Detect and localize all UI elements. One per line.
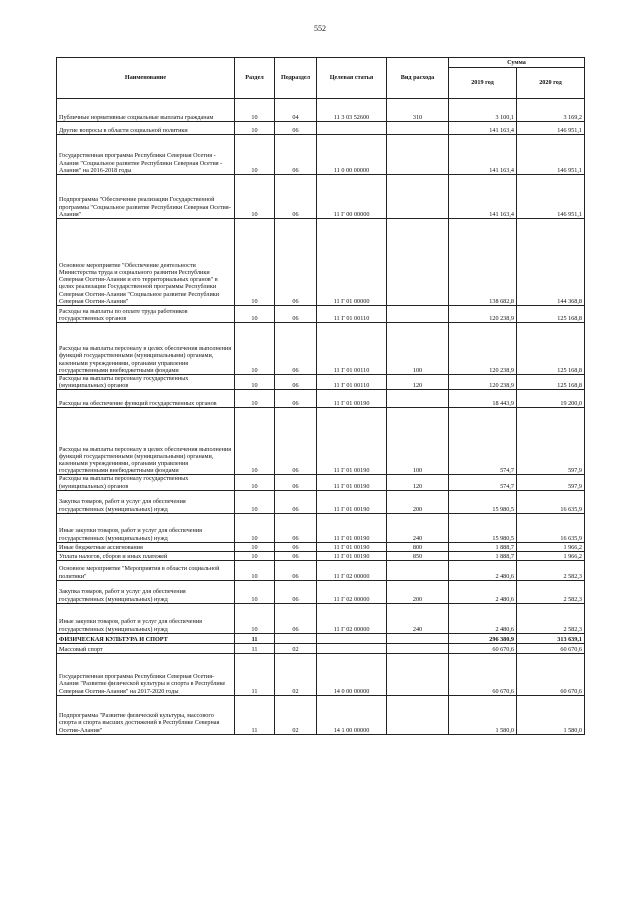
row-subsection: 02 bbox=[275, 695, 317, 734]
row-section: 10 bbox=[235, 513, 275, 542]
row-name: Иные закупки товаров, работ и услуг для обеспечения государственных (муниципальных) нужд bbox=[57, 603, 235, 633]
row-target-article: 14 0 00 00000 bbox=[317, 653, 387, 695]
row-section: 10 bbox=[235, 490, 275, 513]
row-subsection: 06 bbox=[275, 551, 317, 560]
row-name: Расходы на выплаты персоналу государственных (муниципальных) органов bbox=[57, 375, 235, 390]
row-amount-2020: 60 670,6 bbox=[517, 653, 585, 695]
table-row bbox=[57, 551, 585, 560]
row-subsection: 06 bbox=[275, 375, 317, 390]
row-expense-type: 240 bbox=[387, 603, 449, 633]
row-amount-2019: 141 163,4 bbox=[449, 122, 517, 135]
row-section: 10 bbox=[235, 408, 275, 475]
row-target-article: 11 Г 01 00190 bbox=[317, 408, 387, 475]
row-amount-2020: 2 582,3 bbox=[517, 560, 585, 580]
table-row bbox=[57, 490, 585, 513]
table-row bbox=[57, 542, 585, 551]
row-name: Закупка товаров, работ и услуг для обеспечения государственных (муниципальных) нужд bbox=[57, 490, 235, 513]
row-expense-type bbox=[387, 390, 449, 408]
row-target-article: 11 Г 01 00110 bbox=[317, 306, 387, 323]
row-subsection bbox=[275, 633, 317, 643]
row-target-article: 11 Г 01 00190 bbox=[317, 475, 387, 490]
row-subsection: 06 bbox=[275, 560, 317, 580]
row-target-article: 14 1 00 00000 bbox=[317, 695, 387, 734]
row-amount-2019: 141 163,4 bbox=[449, 135, 517, 175]
row-expense-type bbox=[387, 643, 449, 653]
row-section: 10 bbox=[235, 603, 275, 633]
table-row bbox=[57, 390, 585, 408]
row-target-article: 11 Г 01 00190 bbox=[317, 490, 387, 513]
row-name: Уплата налогов, сборов и иных платежей bbox=[57, 551, 235, 560]
row-subsection: 06 bbox=[275, 513, 317, 542]
row-amount-2020: 60 670,6 bbox=[517, 643, 585, 653]
row-section: 10 bbox=[235, 551, 275, 560]
row-name: Расходы на выплаты персоналу государственных (муниципальных) органов bbox=[57, 475, 235, 490]
row-amount-2020: 313 639,1 bbox=[517, 633, 585, 643]
row-target-article: 11 Г 02 00000 bbox=[317, 603, 387, 633]
row-name: Подпрограмма "Обеспечение реализации Государственной программы "Социальное развитие Республики Северная Осетия-Алания" bbox=[57, 175, 235, 219]
budget-table bbox=[56, 57, 585, 735]
row-section: 11 bbox=[235, 633, 275, 643]
header-amount: Сумма bbox=[449, 58, 585, 68]
row-section: 10 bbox=[235, 99, 275, 122]
row-expense-type: 240 bbox=[387, 513, 449, 542]
header-target-article: Целевая статья bbox=[317, 58, 387, 99]
table-row bbox=[57, 633, 585, 643]
header-year-2019: 2019 год bbox=[449, 68, 517, 99]
table-row bbox=[57, 99, 585, 122]
table-row bbox=[57, 603, 585, 633]
row-amount-2019: 3 100,1 bbox=[449, 99, 517, 122]
row-name: Публичные нормативные социальные выплаты гражданам bbox=[57, 99, 235, 122]
row-section: 10 bbox=[235, 390, 275, 408]
row-section: 10 bbox=[235, 175, 275, 219]
row-expense-type: 310 bbox=[387, 99, 449, 122]
row-amount-2020: 3 169,2 bbox=[517, 99, 585, 122]
row-section: 10 bbox=[235, 560, 275, 580]
row-section: 11 bbox=[235, 695, 275, 734]
row-amount-2020: 125 168,8 bbox=[517, 323, 585, 375]
page-number: 552 bbox=[314, 24, 326, 33]
row-expense-type: 200 bbox=[387, 490, 449, 513]
row-subsection: 02 bbox=[275, 643, 317, 653]
row-amount-2019: 60 670,6 bbox=[449, 653, 517, 695]
row-amount-2019: 296 380,9 bbox=[449, 633, 517, 643]
row-target-article: 11 Г 00 00000 bbox=[317, 175, 387, 219]
row-amount-2020: 16 635,9 bbox=[517, 490, 585, 513]
row-amount-2019: 1 888,7 bbox=[449, 551, 517, 560]
row-expense-type: 100 bbox=[387, 408, 449, 475]
header-year-2020: 2020 год bbox=[517, 68, 585, 99]
row-amount-2020: 146 951,1 bbox=[517, 122, 585, 135]
row-subsection: 06 bbox=[275, 306, 317, 323]
row-target-article: 11 Г 01 00190 bbox=[317, 390, 387, 408]
table-row bbox=[57, 375, 585, 390]
row-name: Закупка товаров, работ и услуг для обеспечения государственных (муниципальных) нужд bbox=[57, 580, 235, 603]
row-amount-2019: 1 580,0 bbox=[449, 695, 517, 734]
row-amount-2019: 15 980,5 bbox=[449, 513, 517, 542]
row-amount-2020: 2 582,3 bbox=[517, 580, 585, 603]
row-expense-type bbox=[387, 306, 449, 323]
row-expense-type bbox=[387, 175, 449, 219]
row-amount-2019: 574,7 bbox=[449, 408, 517, 475]
row-subsection: 06 bbox=[275, 135, 317, 175]
row-section: 10 bbox=[235, 122, 275, 135]
table-row bbox=[57, 643, 585, 653]
row-target-article: 11 Г 01 00110 bbox=[317, 375, 387, 390]
row-section: 10 bbox=[235, 542, 275, 551]
row-subsection: 06 bbox=[275, 490, 317, 513]
row-amount-2020: 2 582,3 bbox=[517, 603, 585, 633]
row-target-article: 11 Г 01 00110 bbox=[317, 323, 387, 375]
row-amount-2020: 597,9 bbox=[517, 475, 585, 490]
row-subsection: 02 bbox=[275, 653, 317, 695]
row-subsection: 06 bbox=[275, 408, 317, 475]
row-subsection: 06 bbox=[275, 122, 317, 135]
row-amount-2019: 141 163,4 bbox=[449, 175, 517, 219]
row-name: Подпрограмма "Развитие физической культуры, массового спорта и спорта высших достижений в Республике Северная Осетия-Алания" bbox=[57, 695, 235, 734]
row-target-article: 11 Г 02 00000 bbox=[317, 580, 387, 603]
row-amount-2020: 597,9 bbox=[517, 408, 585, 475]
row-amount-2020: 146 951,1 bbox=[517, 135, 585, 175]
row-section: 10 bbox=[235, 306, 275, 323]
row-target-article: 11 Г 01 00190 bbox=[317, 551, 387, 560]
table-row bbox=[57, 175, 585, 219]
table-row bbox=[57, 408, 585, 475]
row-amount-2019: 120 238,9 bbox=[449, 323, 517, 375]
table-row bbox=[57, 695, 585, 734]
row-subsection: 06 bbox=[275, 542, 317, 551]
row-expense-type bbox=[387, 135, 449, 175]
row-section: 10 bbox=[235, 323, 275, 375]
row-subsection: 06 bbox=[275, 475, 317, 490]
table-row bbox=[57, 653, 585, 695]
row-amount-2019: 18 443,9 bbox=[449, 390, 517, 408]
row-expense-type bbox=[387, 219, 449, 306]
row-name: Основное мероприятие "Обеспечение деятельности Министерства труда и социального развития Республики Северная Осетия-Алания и его территориальных органов" в целях реализации Государственной программы Республики Северная Осетия-Алания "Социальное развитие Республики Северная Осетия-Алания" bbox=[57, 219, 235, 306]
row-amount-2020: 1 580,0 bbox=[517, 695, 585, 734]
header-expense-type: Вид расхода bbox=[387, 58, 449, 99]
header-name: Наименование bbox=[57, 58, 235, 99]
row-amount-2019: 120 238,9 bbox=[449, 375, 517, 390]
table-row bbox=[57, 306, 585, 323]
row-section: 11 bbox=[235, 643, 275, 653]
row-target-article: 11 3 03 52600 bbox=[317, 99, 387, 122]
row-target-article bbox=[317, 633, 387, 643]
row-subsection: 06 bbox=[275, 219, 317, 306]
row-subsection: 06 bbox=[275, 323, 317, 375]
row-name: Расходы на выплаты персоналу в целях обеспечения выполнения функций государственными (муниципальными) органами, казенными учреждениями, органами управления государственными внебюджетными фондами bbox=[57, 408, 235, 475]
row-name: Государственная программа Республики Северная Осетия-Алания "Развитие физической культуры и спорта в Республике Северная Осетия-Алания" на 2017-2020 годы bbox=[57, 653, 235, 695]
row-subsection: 04 bbox=[275, 99, 317, 122]
row-amount-2019: 138 682,8 bbox=[449, 219, 517, 306]
row-target-article bbox=[317, 643, 387, 653]
row-amount-2020: 125 168,8 bbox=[517, 306, 585, 323]
table-row bbox=[57, 580, 585, 603]
row-amount-2020: 146 951,1 bbox=[517, 175, 585, 219]
row-amount-2020: 19 200,0 bbox=[517, 390, 585, 408]
row-expense-type: 800 bbox=[387, 542, 449, 551]
row-expense-type: 850 bbox=[387, 551, 449, 560]
row-section: 10 bbox=[235, 375, 275, 390]
row-amount-2019: 120 238,9 bbox=[449, 306, 517, 323]
row-amount-2019: 574,7 bbox=[449, 475, 517, 490]
row-subsection: 06 bbox=[275, 390, 317, 408]
row-subsection: 06 bbox=[275, 580, 317, 603]
row-target-article: 11 Г 01 00190 bbox=[317, 542, 387, 551]
row-name: Основное мероприятие "Мероприятия в области социальной политики" bbox=[57, 560, 235, 580]
row-section: 10 bbox=[235, 135, 275, 175]
row-expense-type: 100 bbox=[387, 323, 449, 375]
table-row bbox=[57, 560, 585, 580]
row-expense-type bbox=[387, 560, 449, 580]
table-row bbox=[57, 122, 585, 135]
row-section: 11 bbox=[235, 653, 275, 695]
row-target-article: 11 Г 02 00000 bbox=[317, 560, 387, 580]
row-section: 10 bbox=[235, 580, 275, 603]
row-target-article: 11 Г 01 00000 bbox=[317, 219, 387, 306]
row-name: Государственная программа Республики Северная Осетия - Алания "Социальное развитие Республики Северная Осетия - Алания" на 2016-2018 годы bbox=[57, 135, 235, 175]
row-amount-2020: 125 168,8 bbox=[517, 375, 585, 390]
row-amount-2020: 1 966,2 bbox=[517, 551, 585, 560]
table-row bbox=[57, 135, 585, 175]
header-subsection: Подраздел bbox=[275, 58, 317, 99]
row-target-article: 11 0 00 00000 bbox=[317, 135, 387, 175]
row-expense-type bbox=[387, 633, 449, 643]
row-name: Массовый спорт bbox=[57, 643, 235, 653]
row-amount-2019: 60 670,6 bbox=[449, 643, 517, 653]
row-target-article bbox=[317, 122, 387, 135]
row-name: Иные закупки товаров, работ и услуг для обеспечения государственных (муниципальных) нужд bbox=[57, 513, 235, 542]
table-body bbox=[57, 99, 585, 735]
row-name: Расходы на выплаты по оплате труда работников государственных органов bbox=[57, 306, 235, 323]
row-expense-type bbox=[387, 695, 449, 734]
row-subsection: 06 bbox=[275, 603, 317, 633]
table-row bbox=[57, 323, 585, 375]
row-name: Расходы на обеспечение функций государственных органов bbox=[57, 390, 235, 408]
row-name: Иные бюджетные ассигнования bbox=[57, 542, 235, 551]
row-expense-type: 120 bbox=[387, 375, 449, 390]
row-section: 10 bbox=[235, 475, 275, 490]
row-amount-2020: 144 368,8 bbox=[517, 219, 585, 306]
row-target-article: 11 Г 01 00190 bbox=[317, 513, 387, 542]
row-section: 10 bbox=[235, 219, 275, 306]
row-expense-type bbox=[387, 122, 449, 135]
row-expense-type: 200 bbox=[387, 580, 449, 603]
row-amount-2019: 2 480,6 bbox=[449, 603, 517, 633]
row-expense-type bbox=[387, 653, 449, 695]
table-row bbox=[57, 475, 585, 490]
row-name: Другие вопросы в области социальной политики bbox=[57, 122, 235, 135]
row-name: Расходы на выплаты персоналу в целях обеспечения выполнения функций государственными (муниципальными) органами, казенными учреждениями, органами управления государственными внебюджетными фондами bbox=[57, 323, 235, 375]
row-amount-2019: 2 480,6 bbox=[449, 580, 517, 603]
table-row bbox=[57, 219, 585, 306]
row-amount-2019: 2 480,6 bbox=[449, 560, 517, 580]
row-expense-type: 120 bbox=[387, 475, 449, 490]
row-name: ФИЗИЧЕСКАЯ КУЛЬТУРА И СПОРТ bbox=[57, 633, 235, 643]
row-amount-2019: 1 888,7 bbox=[449, 542, 517, 551]
row-amount-2020: 16 635,9 bbox=[517, 513, 585, 542]
header-section: Раздел bbox=[235, 58, 275, 99]
row-subsection: 06 bbox=[275, 175, 317, 219]
table-row bbox=[57, 513, 585, 542]
row-amount-2020: 1 966,2 bbox=[517, 542, 585, 551]
row-amount-2019: 15 980,5 bbox=[449, 490, 517, 513]
